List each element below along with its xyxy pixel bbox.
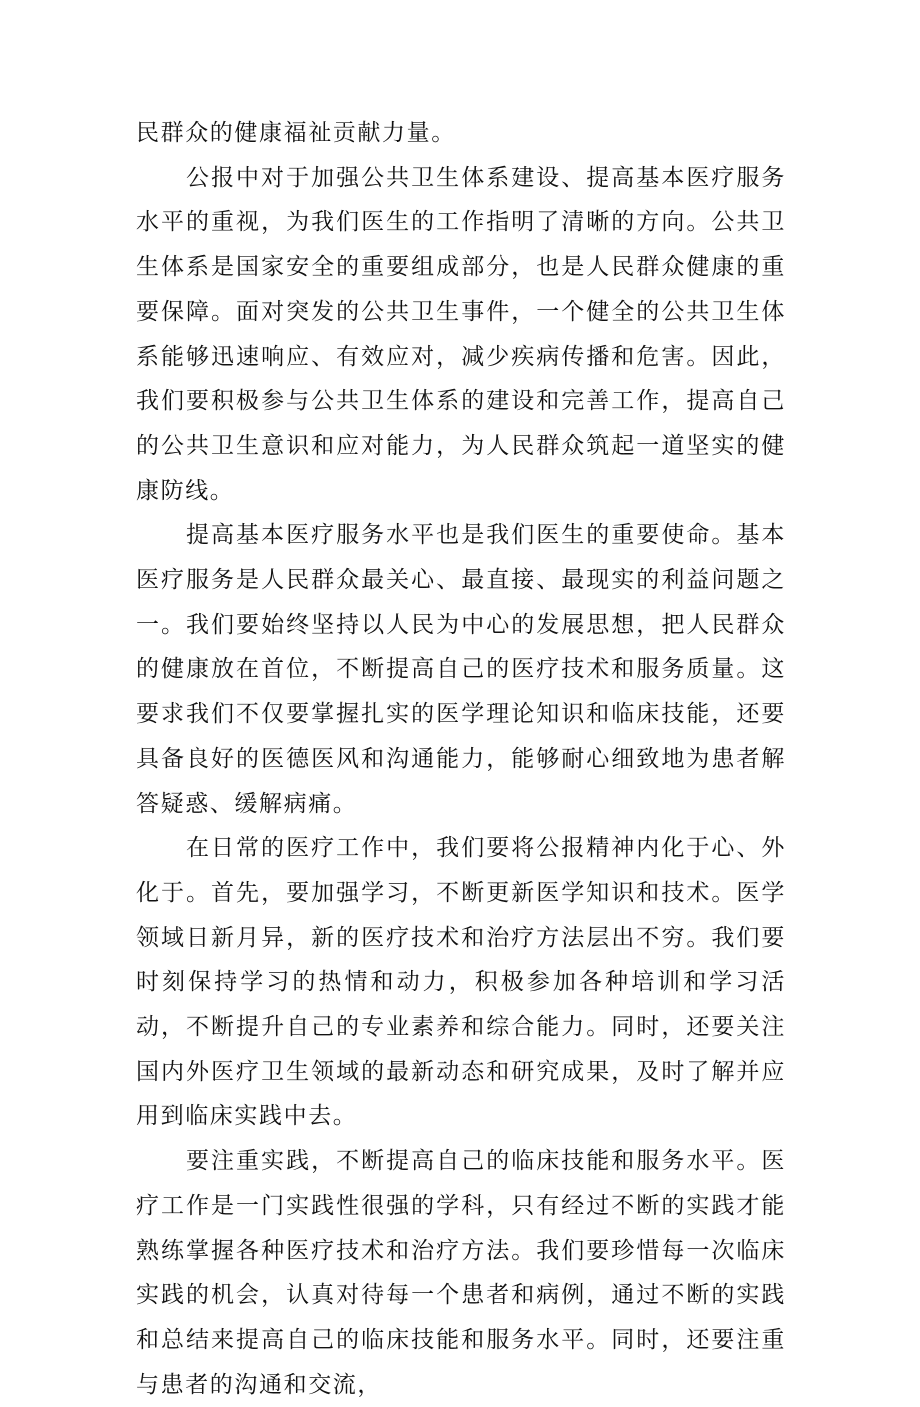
paragraph-public-health-system: 公报中对于加强公共卫生体系建设、提高基本医疗服务水平的重视，为我们医生的工作指明了清晰的方向。公共卫生体系是国家安全的重要组成部分，也是人民群众健康的重要保障。面对突发的公共卫生事件，一个健全的公共卫生体系能够迅速响应、有效应对，减少疾病传播和危害。因此，我们要积极参与公共卫生体系的建设和完善工作，提高自己的公共卫生意识和应对能力，为人民群众筑起一道坚实的健康防线。 <box>136 164 786 504</box>
paragraph-daily-learning: 在日常的医疗工作中，我们要将公报精神内化于心、外化于。首先，要加强学习，不断更新医学知识和技术。医学领域日新月异，新的医疗技术和治疗方法层出不穷。我们要时刻保持学习的热情和动力，积极参加各种培训和学习活动，不断提升自己的专业素养和综合能力。同时，还要关注国内外医疗卫生领域的最新动态和研究成果，及时了解并应用到临床实践中去。 <box>136 835 786 1130</box>
paragraph-basic-medical-service: 提高基本医疗服务水平也是我们医生的重要使命。基本医疗服务是人民群众最关心、最直接、最现实的利益问题之一。我们要始终坚持以人民为中心的发展思想，把人民群众的健康放在首位，不断提高自己的医疗技术和服务质量。这要求我们不仅要掌握扎实的医学理论知识和临床技能，还要具备良好的医德医风和沟通能力，能够耐心细致地为患者解答疑惑、缓解病痛。 <box>136 522 786 817</box>
paragraph-continued: 民群众的健康福祉贡献力量。 <box>136 120 456 146</box>
paragraph-practice: 要注重实践，不断提高自己的临床技能和服务水平。医疗工作是一门实践性很强的学科，只有经过不断的实践才能熟练掌握各种医疗技术和治疗方法。我们要珍惜每一次临床实践的机会，认真对待每一个患者和病例，通过不断的实践和总结来提高自己的临床技能和服务水平。同时，还要注重与患者的沟通和交流， <box>136 1148 786 1398</box>
body-text <box>136 111 786 1407</box>
